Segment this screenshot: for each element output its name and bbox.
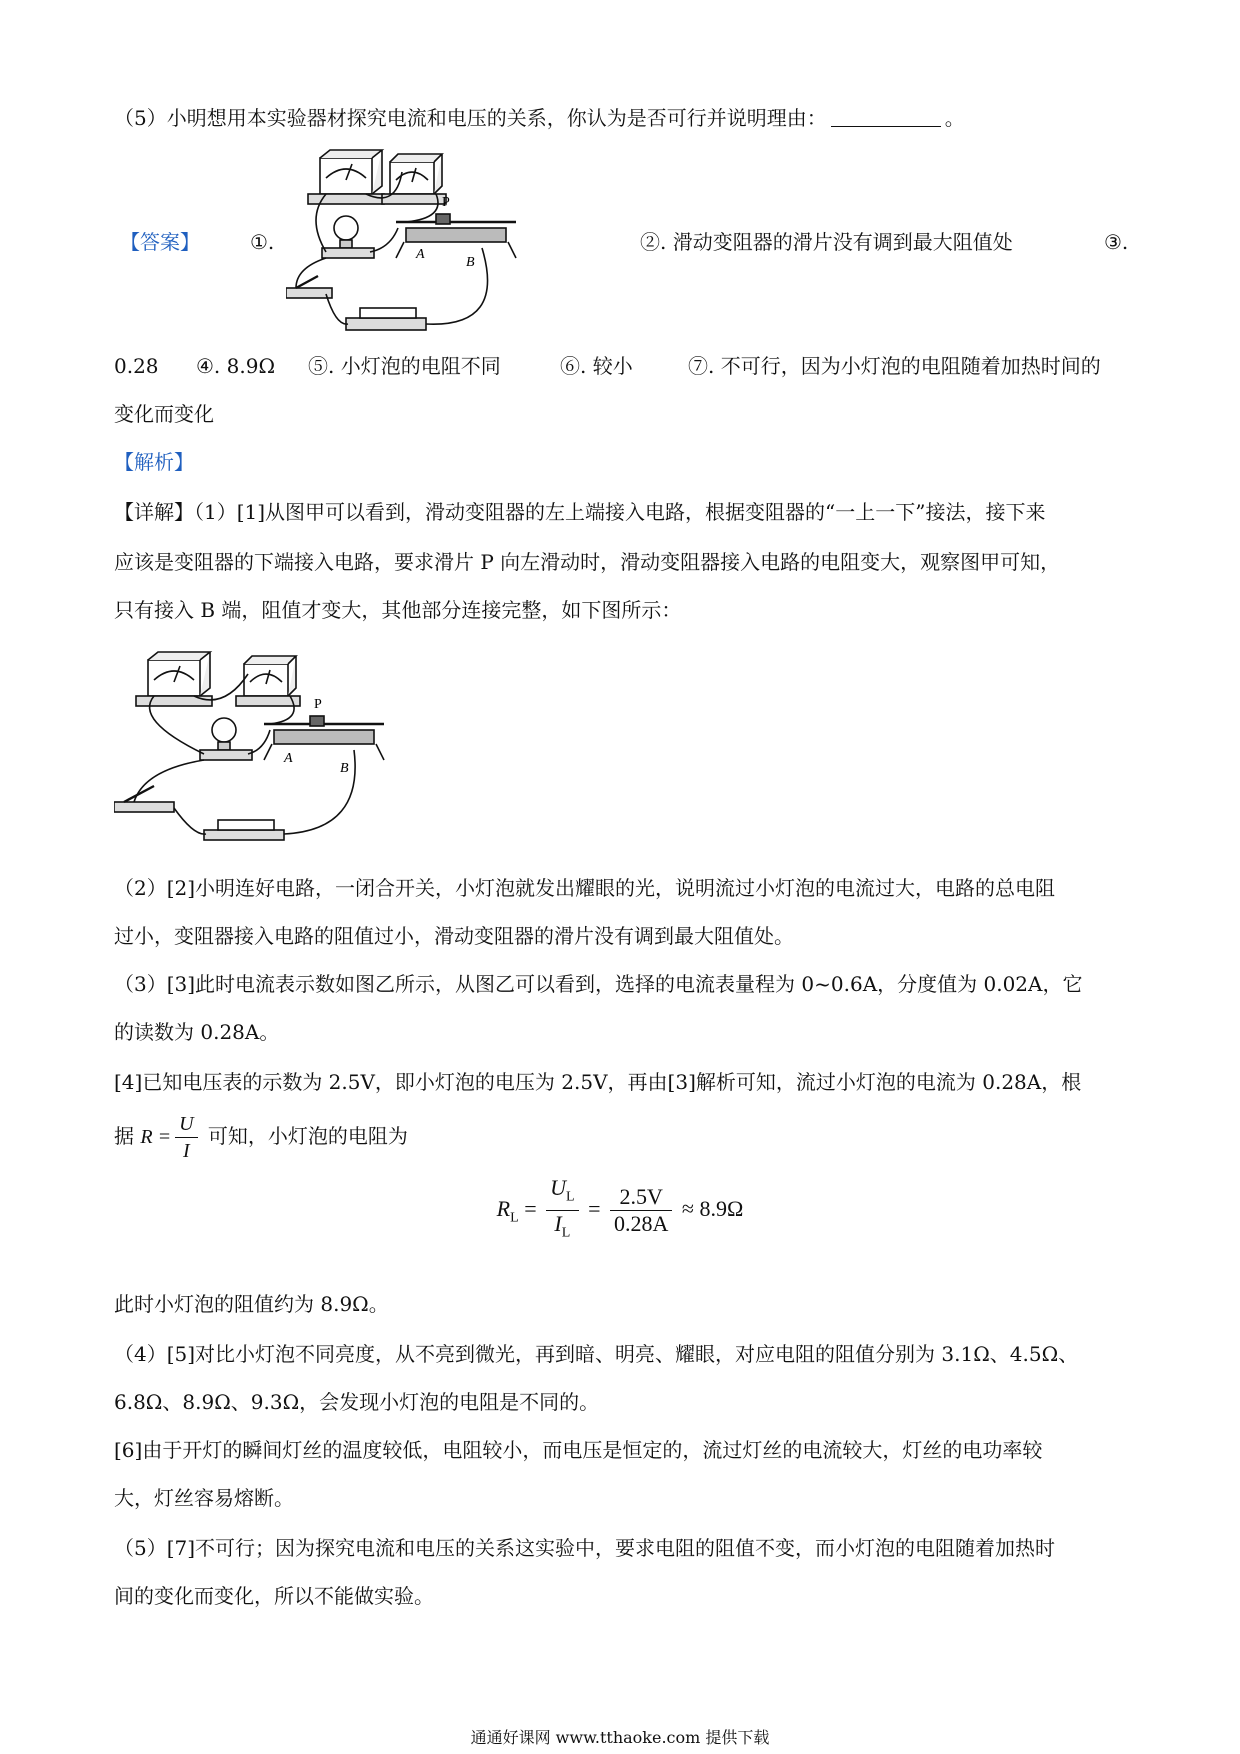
circuit-diagram-answer <box>286 148 586 340</box>
detail-line-2: 应该是变阻器的下端接入电路，要求滑片 P 向左滑动时，滑动变阻器接入电路的电阻变大，观察图甲可知， <box>114 550 1061 574</box>
question-5-text: （5）小明想用本实验器材探究电流和电压的关系，你认为是否可行并说明理由： <box>114 106 827 130</box>
formula1-fraction <box>175 1111 197 1164</box>
formula1-num: U <box>175 1111 197 1138</box>
question-5-end: 。 <box>944 106 965 130</box>
p7-line-1: （5）[7]不可行；因为探究电流和电压的关系这实验中，要求电阻的阻值不变，而小灯泡的电阻随着加热时 <box>114 1536 1056 1560</box>
circuit-label-p: P <box>442 195 450 210</box>
formula2-lhs: R <box>496 1196 511 1221</box>
p4-pre: 据 <box>114 1124 134 1148</box>
answer-item-5: ⑤. 小灯泡的电阻不同 <box>308 354 501 378</box>
answer-item-2: ②. 滑动变阻器的滑片没有调到最大阻值处 <box>640 230 1013 254</box>
formula1-den: I <box>182 1140 190 1162</box>
formula-2 <box>0 1172 1240 1246</box>
p4-line-2 <box>114 1104 1134 1168</box>
answer-item-6: ⑥. 较小 <box>560 354 633 378</box>
formula2-lhs-sub: L <box>510 1210 519 1226</box>
formula2-fraction-2 <box>610 1184 672 1237</box>
formula2-eq2: = <box>588 1196 601 1221</box>
p6-line-2: 大，灯丝容易熔断。 <box>114 1486 294 1510</box>
p5-line-1: （4）[5]对比小灯泡不同亮度，从不亮到微光，再到暗、明亮、耀眼，对应电阻的阻值分别为 3.1Ω、4.5Ω、 <box>114 1342 1079 1366</box>
answer-blank <box>831 106 941 127</box>
p6-line-1: [6]由于开灯的瞬间灯丝的温度较低，电阻较小，而电压是恒定的，流过灯丝的电流较大，灯丝的电功率较 <box>114 1438 1043 1462</box>
detail-line-3: 只有接入 B 端，阻值才变大，其他部分连接完整，如下图所示： <box>114 598 682 622</box>
formula2-den2: 0.28A <box>613 1211 669 1237</box>
circuit2-label-p: P <box>314 697 322 712</box>
formula2-num: U <box>550 1175 566 1201</box>
formula2-num2: 2.5V <box>610 1184 672 1211</box>
formula2-num-sub: L <box>566 1189 575 1205</box>
p3-line-2: 的读数为 0.28A。 <box>114 1020 280 1044</box>
question-5 <box>114 104 1134 132</box>
answer-item-4: ④. 8.9Ω <box>196 354 276 378</box>
formula2-den-sub: L <box>561 1225 571 1241</box>
circuit2-label-b: B <box>340 761 349 776</box>
circuit-diagram-analysis <box>114 650 414 842</box>
p5-line-2: 6.8Ω、8.9Ω、9.3Ω，会发现小灯泡的电阻是不同的。 <box>114 1390 600 1414</box>
page-footer: 通通好课网 www.tthaoke.com 提供下载 <box>470 1728 770 1747</box>
answer-item-3: ③. <box>1104 230 1129 254</box>
circuit-label-a: A <box>416 247 425 262</box>
answer-row-2 <box>114 352 1134 380</box>
circuit-label-b: B <box>466 255 475 270</box>
p7-line-2: 间的变化而变化，所以不能做实验。 <box>114 1584 434 1608</box>
analysis-label: 【解析】 <box>114 450 194 474</box>
answer-item-3-value: 0.28 <box>114 354 159 378</box>
p4-line-1: [4]已知电压表的示数为 2.5V，即小灯泡的电压为 2.5V，再由[3]解析可知，流过小灯泡的电流为 0.28A，根 <box>114 1070 1082 1094</box>
p2-line-1: （2）[2]小明连好电路，一闭合开关，小灯泡就发出耀眼的光，说明流过小灯泡的电流过大，电路的总电阻 <box>114 876 1056 900</box>
formula2-den: I <box>554 1211 562 1237</box>
answer-item-7: ⑦. 不可行，因为小灯泡的电阻随着加热时间的 <box>688 354 1101 378</box>
circuit2-label-a: A <box>284 751 293 766</box>
formula2-result: ≈ 8.9Ω <box>681 1196 744 1221</box>
p3-line-1: （3）[3]此时电流表示数如图乙所示，从图乙可以看到，选择的电流表量程为 0~0.6A，分度值为 0.02A，它 <box>114 972 1083 996</box>
p4-post: 可知，小灯泡的电阻为 <box>207 1124 408 1148</box>
p4-line-3: 此时小灯泡的阻值约为 8.9Ω。 <box>114 1292 389 1316</box>
answer-item-1: ①. <box>250 230 275 254</box>
answer-label: 【答案】 <box>120 230 200 254</box>
p2-line-2: 过小，变阻器接入电路的阻值过小，滑动变阻器的滑片没有调到最大阻值处。 <box>114 924 794 948</box>
answer-row-3: 变化而变化 <box>114 402 214 426</box>
formula2-fraction-1 <box>546 1175 578 1247</box>
answer-row-1 <box>114 228 1134 256</box>
formula1-lhs: R = <box>140 1126 172 1148</box>
detail-line-1: 【详解】（1）[1]从图甲可以看到，滑动变阻器的左上端接入电路，根据变阻器的“一上一下”接法，接下来 <box>114 500 1046 524</box>
formula2-eq: = <box>524 1196 537 1221</box>
